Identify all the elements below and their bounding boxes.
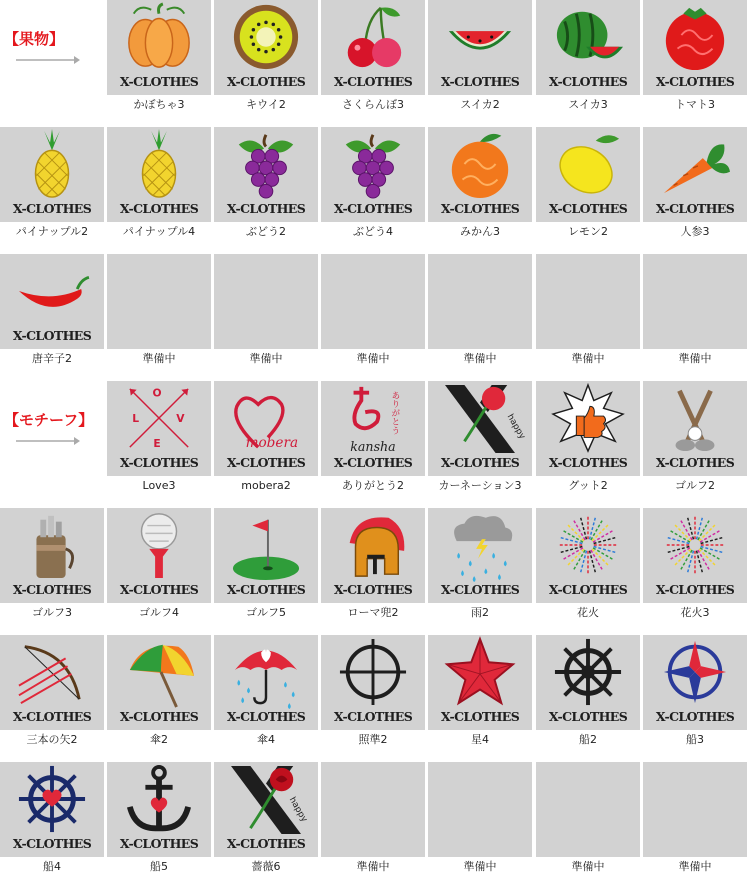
design-item[interactable] xyxy=(321,508,428,635)
design-label: 人参3 xyxy=(680,225,710,238)
kiwi-icon xyxy=(228,2,304,72)
pineapple-icon xyxy=(121,129,197,199)
pumpkin-icon xyxy=(121,2,197,72)
umbrella-rain-icon xyxy=(228,637,304,707)
placeholder-item xyxy=(428,254,535,381)
design-label: 準備中 xyxy=(356,352,390,365)
design-item[interactable] xyxy=(107,762,214,889)
brand-text: X-CLOTHES xyxy=(440,74,520,89)
design-thumbnail[interactable] xyxy=(643,127,747,222)
design-thumbnail[interactable] xyxy=(107,508,211,603)
design-label: 準備中 xyxy=(678,352,712,365)
carnation-x-icon xyxy=(442,383,527,453)
design-label: カーネーション3 xyxy=(438,479,522,492)
design-item[interactable] xyxy=(643,381,750,508)
brand-text: X-CLOTHES xyxy=(119,836,199,851)
design-thumbnail[interactable] xyxy=(0,254,104,349)
design-thumbnail[interactable] xyxy=(321,508,425,603)
placeholder-item xyxy=(321,254,428,381)
brand-text: X-CLOTHES xyxy=(119,74,199,89)
design-thumbnail[interactable] xyxy=(643,635,747,730)
brand-text: X-CLOTHES xyxy=(655,74,735,89)
design-label: 船4 xyxy=(43,860,61,873)
design-label: ぶどう4 xyxy=(353,225,393,238)
brand-text: X-CLOTHES xyxy=(548,709,628,724)
brand-text: X-CLOTHES xyxy=(226,455,306,470)
design-item[interactable] xyxy=(0,635,107,762)
design-label: 準備中 xyxy=(463,860,497,873)
grapes-icon xyxy=(228,129,304,199)
design-label: パイナップル2 xyxy=(15,225,89,238)
brand-text: X-CLOTHES xyxy=(119,455,199,470)
design-label: ゴルフ4 xyxy=(139,606,179,619)
placeholder-item xyxy=(214,254,321,381)
design-label: 準備中 xyxy=(571,860,605,873)
design-item[interactable] xyxy=(428,381,535,508)
svg-text:mobera: mobera xyxy=(245,435,299,452)
brand-text: X-CLOTHES xyxy=(548,455,628,470)
design-label: ゴルフ5 xyxy=(246,606,286,619)
golf-ball-tee-icon xyxy=(121,510,197,580)
fireworks-icon xyxy=(550,510,626,580)
golf-flag-icon xyxy=(228,510,304,580)
right-arrow-icon xyxy=(16,435,80,447)
design-thumbnail[interactable] xyxy=(107,635,211,730)
brand-text: X-CLOTHES xyxy=(226,201,306,216)
svg-text:V: V xyxy=(176,411,185,425)
design-thumbnail[interactable] xyxy=(428,381,532,476)
design-item[interactable] xyxy=(0,762,107,889)
watermelon-icon xyxy=(550,2,626,72)
brand-text: X-CLOTHES xyxy=(655,201,735,216)
design-item[interactable] xyxy=(321,127,428,254)
watermelon-slice-icon xyxy=(442,2,518,72)
placeholder-item xyxy=(643,254,750,381)
brand-text: X-CLOTHES xyxy=(333,709,413,724)
roman-helmet-icon xyxy=(335,510,411,580)
design-label: 花火 xyxy=(577,606,599,619)
design-item[interactable] xyxy=(107,635,214,762)
design-thumbnail[interactable] xyxy=(536,0,640,95)
design-label: ぶどう2 xyxy=(246,225,286,238)
design-label: 準備中 xyxy=(249,352,283,365)
heart-script-icon xyxy=(228,383,304,453)
design-item[interactable] xyxy=(536,0,643,127)
design-thumbnail[interactable] xyxy=(428,508,532,603)
category-label: 【モチーフ】 xyxy=(4,411,94,429)
design-item[interactable] xyxy=(643,635,750,762)
design-label: グット2 xyxy=(568,479,608,492)
design-label: 三本の矢2 xyxy=(26,733,78,746)
design-thumbnail xyxy=(536,762,640,857)
design-thumbnail[interactable] xyxy=(536,508,640,603)
placeholder-item xyxy=(536,762,643,889)
design-label: 船2 xyxy=(579,733,597,746)
design-thumbnail[interactable] xyxy=(428,127,532,222)
design-item[interactable] xyxy=(0,508,107,635)
design-thumbnail[interactable] xyxy=(0,127,104,222)
category-tile xyxy=(0,381,104,476)
svg-text:ありがとう: ありがとう xyxy=(389,390,400,435)
brand-text: X-CLOTHES xyxy=(119,709,199,724)
design-item[interactable] xyxy=(0,254,107,381)
design-label: ありがとう2 xyxy=(342,479,404,492)
design-item[interactable] xyxy=(107,381,214,508)
brand-text: X-CLOTHES xyxy=(333,582,413,597)
design-label: 雨2 xyxy=(471,606,489,619)
right-arrow-icon xyxy=(16,54,80,66)
placeholder-item xyxy=(643,762,750,889)
design-thumbnail[interactable] xyxy=(536,381,640,476)
design-label: 薔薇6 xyxy=(251,860,281,873)
category-header xyxy=(0,381,107,508)
chili-pepper-icon xyxy=(14,256,90,326)
design-label: Love3 xyxy=(142,479,176,492)
design-label: レモン2 xyxy=(568,225,608,238)
design-thumbnail[interactable] xyxy=(643,508,747,603)
design-thumbnail[interactable] xyxy=(214,127,318,222)
design-thumbnail[interactable] xyxy=(214,0,318,95)
design-label: 準備中 xyxy=(463,352,497,365)
design-thumbnail[interactable] xyxy=(536,635,640,730)
design-label: 傘2 xyxy=(150,733,168,746)
design-thumbnail[interactable] xyxy=(107,762,211,857)
golf-bag-icon xyxy=(14,510,90,580)
brand-text: X-CLOTHES xyxy=(548,201,628,216)
tomato-icon xyxy=(657,2,733,72)
brand-text: X-CLOTHES xyxy=(440,201,520,216)
design-item[interactable] xyxy=(214,762,321,889)
design-label: 傘4 xyxy=(257,733,275,746)
design-thumbnail xyxy=(321,254,425,349)
design-thumbnail[interactable] xyxy=(321,127,425,222)
design-thumbnail xyxy=(214,254,318,349)
design-thumbnail[interactable] xyxy=(0,635,104,730)
design-item[interactable] xyxy=(428,0,535,127)
brand-text: X-CLOTHES xyxy=(440,582,520,597)
design-item[interactable] xyxy=(643,508,750,635)
placeholder-item xyxy=(536,254,643,381)
design-thumbnail xyxy=(428,762,532,857)
brand-text: X-CLOTHES xyxy=(655,582,735,597)
design-label: 唐辛子2 xyxy=(32,352,72,365)
design-item[interactable] xyxy=(214,508,321,635)
brand-text: X-CLOTHES xyxy=(333,201,413,216)
brand-text: X-CLOTHES xyxy=(548,582,628,597)
design-thumbnail[interactable] xyxy=(214,635,318,730)
brand-text: X-CLOTHES xyxy=(655,455,735,470)
design-thumbnail[interactable] xyxy=(0,508,104,603)
design-label: ローマ兜2 xyxy=(347,606,399,619)
design-label: かぼちゃ3 xyxy=(133,98,185,111)
brand-text: X-CLOTHES xyxy=(12,328,92,343)
arigatou-script-icon xyxy=(335,383,411,453)
design-thumbnail xyxy=(643,254,747,349)
brand-text: X-CLOTHES xyxy=(119,201,199,216)
fireworks-icon xyxy=(657,510,733,580)
cherries-icon xyxy=(335,2,411,72)
design-thumbnail[interactable] xyxy=(643,0,747,95)
design-label: mobera2 xyxy=(241,479,291,492)
star-icon xyxy=(442,637,518,707)
design-thumbnail xyxy=(321,762,425,857)
design-label: 船5 xyxy=(150,860,168,873)
design-thumbnail[interactable] xyxy=(321,0,425,95)
design-item[interactable] xyxy=(536,127,643,254)
design-thumbnail[interactable] xyxy=(107,0,211,95)
design-item[interactable] xyxy=(428,127,535,254)
design-thumbnail[interactable] xyxy=(321,635,425,730)
design-label: 星4 xyxy=(471,733,489,746)
design-item[interactable] xyxy=(428,635,535,762)
design-item[interactable] xyxy=(214,127,321,254)
design-item[interactable] xyxy=(107,0,214,127)
placeholder-item xyxy=(107,254,214,381)
design-label: ゴルフ3 xyxy=(32,606,72,619)
design-label: キウイ2 xyxy=(246,98,286,111)
brand-text: X-CLOTHES xyxy=(440,709,520,724)
mandarin-icon xyxy=(442,129,518,199)
grapes-icon xyxy=(335,129,411,199)
design-thumbnail xyxy=(428,254,532,349)
brand-text: X-CLOTHES xyxy=(226,709,306,724)
design-label: みかん3 xyxy=(460,225,500,238)
rose-x-icon xyxy=(228,764,309,834)
beach-umbrella-icon xyxy=(121,637,197,707)
design-label: さくらんぼ3 xyxy=(342,98,404,111)
brand-text: X-CLOTHES xyxy=(655,709,735,724)
design-thumbnail[interactable] xyxy=(0,762,104,857)
design-item[interactable] xyxy=(214,635,321,762)
design-label: 準備中 xyxy=(356,860,390,873)
design-item[interactable] xyxy=(321,0,428,127)
brand-text: X-CLOTHES xyxy=(12,836,92,851)
pineapple-icon xyxy=(14,129,90,199)
anchor-heart-icon xyxy=(121,764,197,834)
design-label: パイナップル4 xyxy=(122,225,196,238)
design-item[interactable] xyxy=(643,127,750,254)
design-label: 照準2 xyxy=(358,733,388,746)
design-item[interactable] xyxy=(536,635,643,762)
design-item[interactable] xyxy=(643,0,750,127)
design-thumbnail[interactable] xyxy=(321,381,425,476)
bow-arrows-icon xyxy=(14,637,90,707)
design-thumbnail xyxy=(536,254,640,349)
category-tile xyxy=(0,0,104,95)
love-arrows-icon xyxy=(121,383,197,453)
design-thumbnail[interactable] xyxy=(643,381,747,476)
svg-text:O: O xyxy=(152,386,162,400)
category-header xyxy=(0,0,107,127)
brand-text: X-CLOTHES xyxy=(333,455,413,470)
design-label: 花火3 xyxy=(680,606,710,619)
design-label: トマト3 xyxy=(675,98,715,111)
design-item[interactable] xyxy=(321,635,428,762)
placeholder-item xyxy=(321,762,428,889)
brand-text: X-CLOTHES xyxy=(226,74,306,89)
brand-text: X-CLOTHES xyxy=(12,709,92,724)
ship-wheel-heart-icon xyxy=(14,764,90,834)
design-label: 準備中 xyxy=(678,860,712,873)
thumbs-up-icon xyxy=(550,383,626,453)
design-item[interactable] xyxy=(107,127,214,254)
design-thumbnail[interactable] xyxy=(214,762,318,857)
design-thumbnail[interactable] xyxy=(536,127,640,222)
design-label: スイカ2 xyxy=(460,98,500,111)
design-label: 準備中 xyxy=(571,352,605,365)
design-item[interactable] xyxy=(214,0,321,127)
design-item[interactable] xyxy=(214,381,321,508)
design-thumbnail xyxy=(643,762,747,857)
design-thumbnail[interactable] xyxy=(107,127,211,222)
brand-text: X-CLOTHES xyxy=(226,836,306,851)
design-thumbnail[interactable] xyxy=(428,635,532,730)
svg-text:E: E xyxy=(153,437,161,451)
lemon-icon xyxy=(550,129,626,199)
design-thumbnail xyxy=(107,254,211,349)
design-label: ゴルフ2 xyxy=(675,479,715,492)
design-thumbnail[interactable] xyxy=(214,381,318,476)
design-item[interactable] xyxy=(0,127,107,254)
carrot-icon xyxy=(657,129,733,199)
design-item[interactable] xyxy=(107,508,214,635)
design-item[interactable] xyxy=(321,381,428,508)
svg-text:L: L xyxy=(132,411,140,425)
rain-cloud-icon xyxy=(442,510,518,580)
compass-rose-icon xyxy=(657,637,733,707)
ship-wheel-icon xyxy=(550,637,626,707)
design-item[interactable] xyxy=(428,508,535,635)
brand-text: X-CLOTHES xyxy=(12,582,92,597)
brand-text: X-CLOTHES xyxy=(226,582,306,597)
svg-text:kansha: kansha xyxy=(350,439,396,455)
brand-text: X-CLOTHES xyxy=(548,74,628,89)
crosshair-icon xyxy=(335,637,411,707)
design-thumbnail[interactable] xyxy=(107,381,211,476)
design-thumbnail[interactable] xyxy=(428,0,532,95)
design-label: 船3 xyxy=(686,733,704,746)
brand-text: X-CLOTHES xyxy=(119,582,199,597)
brand-text: X-CLOTHES xyxy=(12,201,92,216)
design-thumbnail[interactable] xyxy=(214,508,318,603)
design-item[interactable] xyxy=(536,381,643,508)
placeholder-item xyxy=(428,762,535,889)
brand-text: X-CLOTHES xyxy=(440,455,520,470)
category-label: 【果物】 xyxy=(4,30,65,48)
svg-text:happy: happy xyxy=(286,795,309,825)
brand-text: X-CLOTHES xyxy=(333,74,413,89)
design-item[interactable] xyxy=(536,508,643,635)
design-label: スイカ3 xyxy=(568,98,608,111)
golf-clubs-icon xyxy=(657,383,733,453)
svg-text:happy: happy xyxy=(504,412,527,442)
design-label: 準備中 xyxy=(142,352,176,365)
